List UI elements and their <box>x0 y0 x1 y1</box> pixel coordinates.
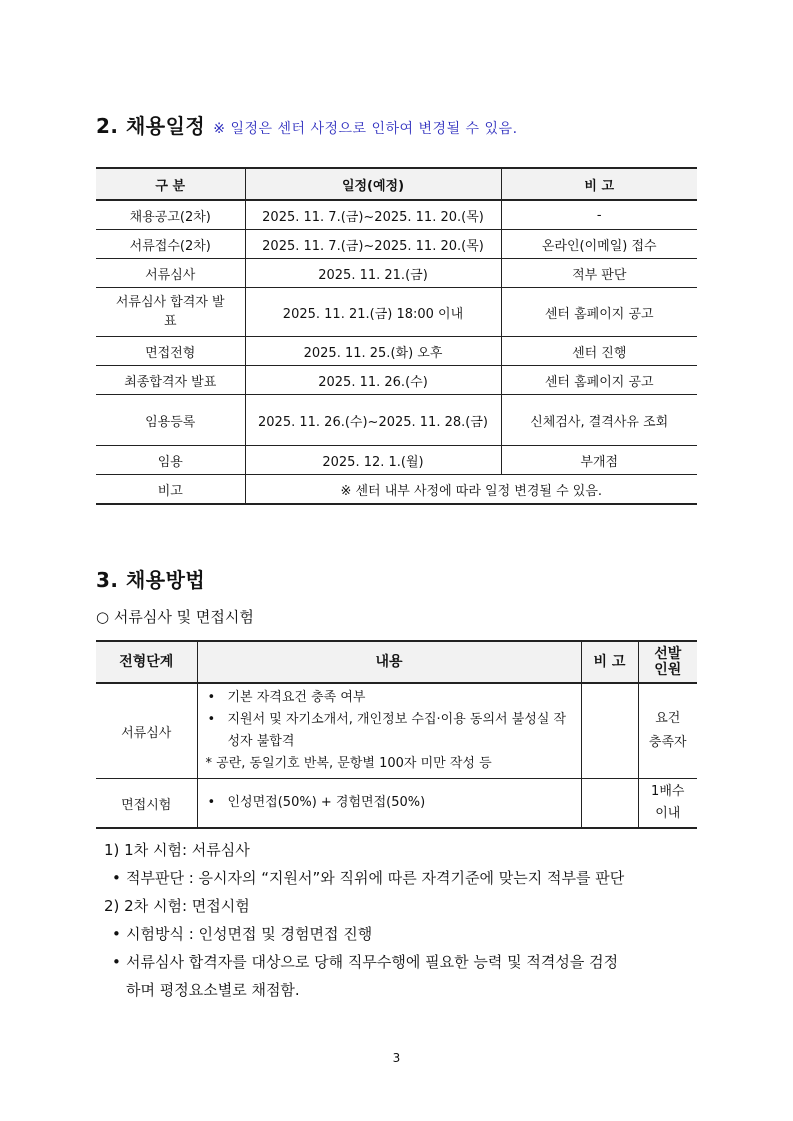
table-header-row <box>96 641 697 683</box>
cell-count: 1배수 이내 <box>638 779 697 829</box>
cell-category: 서류심사 <box>96 259 245 288</box>
cell-remark <box>581 779 638 829</box>
schedule-table <box>96 167 697 505</box>
cell-remark-note: ※ 센터 내부 사정에 따라 일정 변경될 수 있음. <box>245 475 697 505</box>
cell-category: 서류심사 합격자 발표 <box>96 288 245 337</box>
cell-date: 2025. 11. 21.(금) 18:00 이내 <box>245 288 501 337</box>
cell-remark <box>581 683 638 779</box>
list-item: • 기본 자격요건 충족 여부 <box>204 687 575 709</box>
header-selection-count: 선발 인원 <box>638 641 697 683</box>
cell-remark: 부개점 <box>501 446 697 475</box>
cell-stage: 서류심사 <box>96 683 197 779</box>
page-number: 3 <box>392 1051 401 1065</box>
header-content: 내용 <box>197 641 581 683</box>
table-row <box>96 475 697 505</box>
cell-remark: 온라인(이메일) 접수 <box>501 230 697 259</box>
table-row <box>96 683 697 779</box>
detail-line-1: 1) 1차 시험: 서류심사 <box>104 841 250 859</box>
detail-bullet-2: • 시험방식 : 인성면접 및 경험면접 진행 <box>104 920 624 948</box>
section-3-title: 3. 채용방법 <box>96 568 206 592</box>
cell-remark: 신체검사, 결격사유 조회 <box>501 395 697 446</box>
detail-bullet-1: • 적부판단 : 응시자의 “지원서”와 직위에 따른 자격기준에 맞는지 적부를 판단 <box>104 864 624 892</box>
cell-date: 2025. 11. 26.(수)~2025. 11. 28.(금) <box>245 395 501 446</box>
table-row <box>96 230 697 259</box>
list-item: • 인성면접(50%) + 경험면접(50%) <box>204 792 575 814</box>
cell-remark: - <box>501 200 697 230</box>
cell-date: 2025. 11. 25.(화) 오후 <box>245 337 501 366</box>
table-row <box>96 200 697 230</box>
cell-date: 2025. 11. 7.(금)~2025. 11. 20.(목) <box>245 200 501 230</box>
cell-category: 서류접수(2차) <box>96 230 245 259</box>
section-2-heading <box>96 110 518 139</box>
header-category: 구 분 <box>96 168 245 200</box>
cell-date: 2025. 11. 21.(금) <box>245 259 501 288</box>
header-remarks: 비 고 <box>581 641 638 683</box>
cell-category: 임용등록 <box>96 395 245 446</box>
header-remarks: 비 고 <box>501 168 697 200</box>
method-table <box>96 640 697 829</box>
cell-remark: 적부 판단 <box>501 259 697 288</box>
cell-date: 2025. 12. 1.(월) <box>245 446 501 475</box>
cell-remark: 센터 진행 <box>501 337 697 366</box>
cell-stage: 면접시험 <box>96 779 197 829</box>
method-subtitle: ○ 서류심사 및 면접시험 <box>96 608 254 626</box>
list-item: • 지원서 및 자기소개서, 개인정보 수집·이용 동의서 불성실 작성자 불합격 <box>204 709 575 753</box>
table-row <box>96 288 697 337</box>
cell-category: 면접전형 <box>96 337 245 366</box>
header-stage: 전형단계 <box>96 641 197 683</box>
header-schedule: 일정(예정) <box>245 168 501 200</box>
table-row <box>96 446 697 475</box>
table-header-row <box>96 168 697 200</box>
schedule-change-note: ※ 일정은 센터 사정으로 인하여 변경될 수 있음. <box>213 121 518 137</box>
details-block <box>104 836 624 1004</box>
table-row <box>96 366 697 395</box>
section-2-title: 2. 채용일정 <box>96 114 206 138</box>
detail-line-2: 2) 2차 시험: 면접시험 <box>104 897 250 915</box>
cell-content <box>197 683 581 779</box>
content-footnote: * 공란, 동일기호 반복, 문항별 100자 미만 작성 등 <box>205 756 492 771</box>
detail-bullet-3-cont: 하며 평정요소별로 채점함. <box>126 981 300 999</box>
cell-category: 비고 <box>96 475 245 505</box>
cell-category: 최종합격자 발표 <box>96 366 245 395</box>
table-row <box>96 779 697 829</box>
cell-date: 2025. 11. 26.(수) <box>245 366 501 395</box>
cell-category: 채용공고(2차) <box>96 200 245 230</box>
cell-count: 요건 충족자 <box>638 683 697 779</box>
cell-category: 임용 <box>96 446 245 475</box>
cell-remark: 센터 홈페이지 공고 <box>501 366 697 395</box>
table-row <box>96 259 697 288</box>
table-row <box>96 337 697 366</box>
detail-bullet-3: • 서류심사 합격자를 대상으로 당해 직무수행에 필요한 능력 및 적격성을 검정 <box>104 948 624 976</box>
table-row <box>96 395 697 446</box>
cell-remark: 센터 홈페이지 공고 <box>501 288 697 337</box>
cell-content <box>197 779 581 829</box>
cell-date: 2025. 11. 7.(금)~2025. 11. 20.(목) <box>245 230 501 259</box>
